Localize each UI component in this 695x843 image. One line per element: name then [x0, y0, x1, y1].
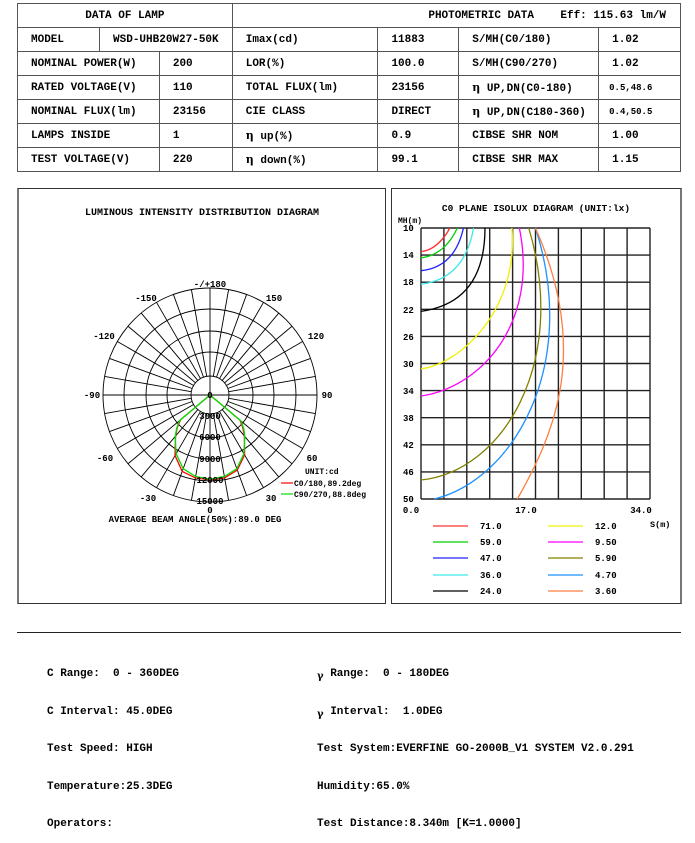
angle-label-0: 0	[207, 506, 213, 516]
humidity: Humidity:65.0%	[317, 780, 410, 793]
angle-label-m120: -120	[93, 332, 115, 342]
y-tick: 22	[403, 306, 414, 316]
angle-label-120: 120	[307, 332, 325, 342]
photometric-value: 99.1	[378, 148, 459, 172]
secondary-label: CIBSE SHR MAX	[459, 148, 599, 172]
table-row	[18, 76, 681, 100]
secondary-label-text: UP,DN(C0-180)	[486, 82, 573, 95]
footer-left	[47, 643, 179, 843]
secondary-label-text: UP,DN(C180-360)	[486, 106, 586, 119]
angle-label-150: 150	[265, 294, 283, 304]
y-tick: 38	[403, 414, 414, 424]
polar-diagram-panel	[17, 188, 386, 604]
legend-value: 24.0	[480, 587, 502, 597]
eta-symbol: η	[472, 80, 481, 94]
row-label: LAMPS INSIDE	[18, 124, 160, 148]
x-axis-label: S(m)	[650, 520, 671, 530]
photometric-header	[232, 4, 680, 28]
polar-title: LUMINOUS INTENSITY DISTRIBUTION DIAGRAM	[84, 208, 320, 219]
unit-label: UNIT:cd	[305, 468, 339, 477]
y-tick: 14	[403, 251, 414, 261]
angle-label-180: -/+180	[193, 280, 227, 290]
photometric-label: CIE CLASS	[232, 100, 378, 124]
efficacy-value: Eff: 115.63 lm/W	[560, 9, 666, 22]
row-value: 23156	[159, 100, 232, 124]
table-row	[18, 148, 681, 172]
y-tick: 26	[403, 333, 414, 343]
polar-legend	[281, 468, 366, 500]
angle-label-90: 90	[321, 391, 333, 401]
secondary-value: 1.15	[599, 148, 681, 172]
gamma-interval-text: Interval: 1.0DEG	[323, 705, 443, 718]
photometric-value: 100.0	[378, 52, 459, 76]
legend-value: 9.50	[595, 538, 617, 548]
legend-label-c0: C0/180,89.2deg	[294, 480, 362, 489]
y-tick: 46	[403, 468, 414, 478]
table-row	[18, 28, 681, 52]
legend-value: 12.0	[595, 522, 617, 532]
x-tick: 34.0	[630, 506, 652, 516]
gamma-interval	[317, 706, 634, 719]
ring-label: 0	[207, 391, 213, 401]
ring-label: 15000	[196, 497, 224, 507]
secondary-label	[459, 100, 599, 124]
temperature: Temperature:25.3DEG	[47, 780, 173, 793]
y-tick: 34	[403, 387, 414, 397]
table-row	[18, 52, 681, 76]
ring-label: 3000	[199, 412, 221, 422]
row-value: 110	[159, 76, 232, 100]
legend-value: 5.90	[595, 554, 617, 564]
data-of-lamp-header: DATA OF LAMP	[18, 4, 233, 28]
c-range: C Range: 0 - 360DEG	[47, 668, 180, 680]
legend-value: 3.60	[595, 587, 617, 597]
y-tick: 50	[403, 495, 414, 505]
legend-value: 36.0	[480, 571, 502, 581]
secondary-label: CIBSE SHR NOM	[459, 124, 599, 148]
photometric-value: 11883	[378, 28, 459, 52]
photometric-label-text: up(%)	[260, 130, 294, 143]
eta-symbol: η	[472, 104, 481, 118]
c-interval: C Interval: 45.0DEG	[47, 705, 173, 718]
isolux-diagram	[392, 189, 680, 603]
secondary-value: 1.00	[599, 124, 681, 148]
row-label: RATED VOLTAGE(V)	[18, 76, 160, 100]
test-system: Test System:EVERFINE GO-2000B_V1 SYSTEM V2.0.291	[317, 743, 634, 755]
angle-label-m30: -30	[139, 494, 157, 504]
secondary-value: 0.4,50.5	[599, 100, 681, 124]
ring-label: 6000	[199, 433, 221, 443]
y-axis-label: MH(m)	[398, 217, 423, 226]
footer-divider	[17, 632, 681, 633]
secondary-label: S/MH(C0/180)	[459, 28, 599, 52]
eta-symbol: η	[245, 128, 254, 142]
photometric-title: PHOTOMETRIC DATA	[428, 9, 534, 22]
x-tick: 17.0	[515, 506, 537, 516]
table-header-row	[18, 4, 681, 28]
photometric-label: TOTAL FLUX(lm)	[232, 76, 378, 100]
photometric-label: LOR(%)	[232, 52, 378, 76]
x-tick: 0.0	[402, 506, 420, 516]
y-tick: 18	[403, 278, 414, 288]
secondary-value: 1.02	[599, 28, 681, 52]
y-tick: 10	[403, 224, 414, 234]
secondary-label	[459, 76, 599, 100]
eta-symbol: η	[245, 152, 254, 166]
legend-value: 71.0	[480, 522, 502, 532]
y-tick: 30	[403, 360, 414, 370]
angle-label-60: 60	[306, 454, 318, 464]
operators: Operators:	[47, 818, 114, 830]
photometric-label	[232, 124, 378, 148]
footer-right	[317, 643, 634, 843]
polar-diagram	[19, 189, 385, 603]
gamma-symbol: γ	[317, 708, 324, 720]
legend-value: 4.70	[595, 571, 617, 581]
legend-label-c90: C90/270,88.8deg	[294, 491, 367, 500]
test-distance: Test Distance:8.340m [K=1.0000]	[317, 818, 522, 830]
photometric-label: Imax(cd)	[232, 28, 378, 52]
gamma-range	[317, 668, 634, 681]
photometric-value: 23156	[378, 76, 459, 100]
gamma-range-text: Range: 0 - 180DEG	[323, 668, 450, 680]
angle-label-m150: -150	[135, 294, 157, 304]
row-label: MODEL	[18, 28, 100, 52]
isolux-title: C0 PLANE ISOLUX DIAGRAM (UNIT:lx)	[441, 203, 631, 214]
row-value: 1	[159, 124, 232, 148]
y-tick: 42	[403, 441, 414, 451]
row-label: NOMINAL FLUX(lm)	[18, 100, 160, 124]
legend-value: 59.0	[480, 538, 502, 548]
angle-label-m90: -90	[83, 391, 101, 401]
gamma-symbol: γ	[317, 671, 324, 682]
ring-label: 9000	[199, 455, 221, 465]
photometric-label-text: down(%)	[260, 154, 307, 167]
beam-angle-text: AVERAGE BEAM ANGLE(50%):89.0 DEG	[108, 515, 282, 525]
table-row	[18, 100, 681, 124]
row-value: WSD-UHB20W27-50K	[99, 28, 232, 52]
photometric-value: 0.9	[378, 124, 459, 148]
row-label: TEST VOLTAGE(V)	[18, 148, 160, 172]
test-speed: Test Speed: HIGH	[47, 743, 153, 755]
secondary-label: S/MH(C90/270)	[459, 52, 599, 76]
secondary-value: 0.5,48.6	[599, 76, 681, 100]
isolux-legend	[433, 522, 617, 597]
ring-label: 12000	[196, 476, 224, 486]
table-row	[18, 124, 681, 148]
legend-value: 47.0	[480, 554, 502, 564]
secondary-value: 1.02	[599, 52, 681, 76]
row-value: 200	[159, 52, 232, 76]
angle-label-m60: -60	[96, 454, 114, 464]
photometric-value: DIRECT	[378, 100, 459, 124]
row-value: 220	[159, 148, 232, 172]
photometric-label	[232, 148, 378, 172]
row-label: NOMINAL POWER(W)	[18, 52, 160, 76]
angle-label-30: 30	[265, 494, 277, 504]
isolux-y-ticks	[403, 224, 414, 505]
isolux-diagram-panel	[391, 188, 682, 604]
lamp-data-table	[17, 3, 681, 172]
